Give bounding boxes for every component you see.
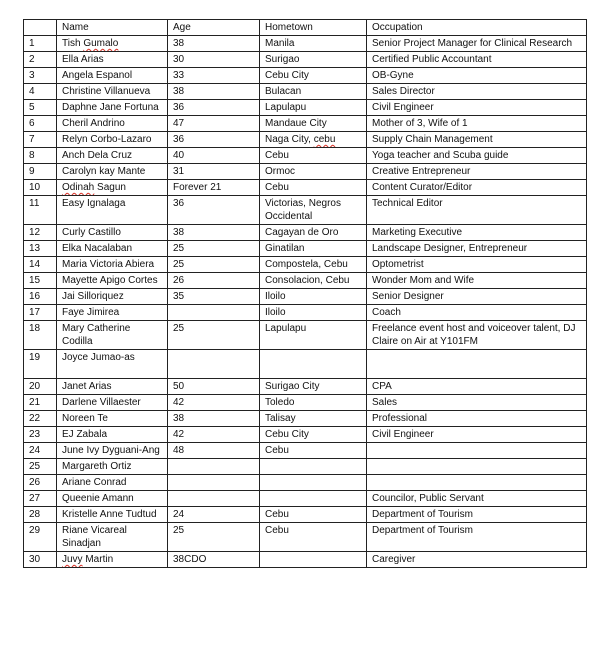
row-number-cell: 16 (24, 289, 57, 305)
row-number-cell: 20 (24, 379, 57, 395)
table-row (24, 225, 587, 241)
table-row (24, 443, 587, 459)
table-row (24, 350, 587, 379)
occupation-cell: Senior Designer (367, 289, 587, 305)
table-row (24, 289, 587, 305)
table-header (24, 20, 587, 36)
name-cell: Mayette Apigo Cortes (57, 273, 168, 289)
occupation-cell: Technical Editor (367, 196, 587, 225)
hometown-cell: Consolacion, Cebu (260, 273, 367, 289)
occupation-cell (367, 475, 587, 491)
occupation-cell: Sales Director (367, 84, 587, 100)
occupation-cell: Civil Engineer (367, 100, 587, 116)
name-cell: Daphne Jane Fortuna (57, 100, 168, 116)
name-cell: Christine Villanueva (57, 84, 168, 100)
hometown-cell: Cebu (260, 180, 367, 196)
name-cell: Jai Silloriquez (57, 289, 168, 305)
spellcheck-underline: cebu (313, 134, 336, 145)
row-number-cell: 10 (24, 180, 57, 196)
name-cell: Curly Castillo (57, 225, 168, 241)
table-row (24, 148, 587, 164)
hometown-cell: Cebu City (260, 68, 367, 84)
age-cell: 31 (168, 164, 260, 180)
table-row (24, 164, 587, 180)
row-number-cell: 17 (24, 305, 57, 321)
occupation-cell: Supply Chain Management (367, 132, 587, 148)
row-number-cell: 13 (24, 241, 57, 257)
row-number-cell: 15 (24, 273, 57, 289)
name-cell: Janet Arias (57, 379, 168, 395)
name-cell: Ariane Conrad (57, 475, 168, 491)
name-cell: Anch Dela Cruz (57, 148, 168, 164)
row-number-cell: 4 (24, 84, 57, 100)
name-cell: Relyn Corbo-Lazaro (57, 132, 168, 148)
age-cell: 25 (168, 257, 260, 273)
roster-table (23, 19, 587, 568)
age-cell: 35 (168, 289, 260, 305)
row-number-cell: 26 (24, 475, 57, 491)
name-cell: Odinah Sagun (57, 180, 168, 196)
occupation-cell (367, 443, 587, 459)
table-row (24, 321, 587, 350)
hometown-cell (260, 459, 367, 475)
hometown-cell: Cebu (260, 443, 367, 459)
age-cell: 38 (168, 225, 260, 241)
age-cell: 48 (168, 443, 260, 459)
hometown-cell (260, 475, 367, 491)
table-row (24, 459, 587, 475)
name-cell: Noreen Te (57, 411, 168, 427)
row-number-cell: 6 (24, 116, 57, 132)
table-row (24, 379, 587, 395)
spellcheck-underline: Odinah (62, 182, 95, 193)
table-row (24, 523, 587, 552)
hometown-cell: Ginatilan (260, 241, 367, 257)
spellcheck-underline: Gumalo (83, 38, 119, 49)
hometown-cell: Cebu City (260, 427, 367, 443)
age-cell: 47 (168, 116, 260, 132)
table-row (24, 36, 587, 52)
row-number-cell: 9 (24, 164, 57, 180)
name-cell: Elka Nacalaban (57, 241, 168, 257)
hometown-cell: Bulacan (260, 84, 367, 100)
name-cell: Tish Gumalo (57, 36, 168, 52)
name-cell: Maria Victoria Abiera (57, 257, 168, 273)
occupation-cell: CPA (367, 379, 587, 395)
occupation-cell: OB-Gyne (367, 68, 587, 84)
age-cell: 40 (168, 148, 260, 164)
hometown-cell: Manila (260, 36, 367, 52)
table-row (24, 84, 587, 100)
row-number-cell: 2 (24, 52, 57, 68)
age-cell: 36 (168, 100, 260, 116)
occupation-cell: Landscape Designer, Entrepreneur (367, 241, 587, 257)
row-number-cell: 24 (24, 443, 57, 459)
occupation-cell: Sales (367, 395, 587, 411)
name-cell: Angela Espanol (57, 68, 168, 84)
table-row (24, 116, 587, 132)
row-number-cell: 7 (24, 132, 57, 148)
age-cell (168, 475, 260, 491)
age-cell: 36 (168, 196, 260, 225)
table-row (24, 132, 587, 148)
occupation-cell: Optometrist (367, 257, 587, 273)
name-cell: June Ivy Dyguani-Ang (57, 443, 168, 459)
name-cell: Faye Jimirea (57, 305, 168, 321)
header-name: Name (57, 20, 168, 36)
hometown-cell: Iloilo (260, 289, 367, 305)
hometown-cell: Cebu (260, 148, 367, 164)
hometown-cell (260, 491, 367, 507)
name-cell: Easy Ignalaga (57, 196, 168, 225)
name-cell: Carolyn kay Mante (57, 164, 168, 180)
table-row (24, 395, 587, 411)
row-number-cell: 5 (24, 100, 57, 116)
row-number-cell: 12 (24, 225, 57, 241)
table-row (24, 552, 587, 568)
table-body (24, 36, 587, 568)
name-cell: Riane Vicareal Sinadjan (57, 523, 168, 552)
hometown-cell: Victorias, Negros Occidental (260, 196, 367, 225)
occupation-cell (367, 350, 587, 379)
occupation-cell: Marketing Executive (367, 225, 587, 241)
occupation-cell: Mother of 3, Wife of 1 (367, 116, 587, 132)
hometown-cell: Lapulapu (260, 321, 367, 350)
name-cell: EJ Zabala (57, 427, 168, 443)
table-row (24, 491, 587, 507)
hometown-cell: Ormoc (260, 164, 367, 180)
header-number (24, 20, 57, 36)
hometown-cell: Talisay (260, 411, 367, 427)
table-row (24, 273, 587, 289)
hometown-cell: Compostela, Cebu (260, 257, 367, 273)
header-age: Age (168, 20, 260, 36)
row-number-cell: 25 (24, 459, 57, 475)
occupation-cell: Wonder Mom and Wife (367, 273, 587, 289)
age-cell: 38 (168, 36, 260, 52)
occupation-cell: Department of Tourism (367, 523, 587, 552)
name-cell: Darlene Villaester (57, 395, 168, 411)
occupation-cell: Professional (367, 411, 587, 427)
table-row (24, 52, 587, 68)
age-cell: 25 (168, 241, 260, 257)
table-row (24, 68, 587, 84)
occupation-cell (367, 459, 587, 475)
row-number-cell: 29 (24, 523, 57, 552)
hometown-cell: Iloilo (260, 305, 367, 321)
age-cell: 38 (168, 84, 260, 100)
hometown-cell: Surigao City (260, 379, 367, 395)
age-cell: Forever 21 (168, 180, 260, 196)
row-number-cell: 8 (24, 148, 57, 164)
name-cell: Margareth Ortiz (57, 459, 168, 475)
row-number-cell: 14 (24, 257, 57, 273)
occupation-cell: Councilor, Public Servant (367, 491, 587, 507)
occupation-cell: Department of Tourism (367, 507, 587, 523)
hometown-cell: Surigao (260, 52, 367, 68)
hometown-cell (260, 552, 367, 568)
spellcheck-underline: Juvy (62, 554, 83, 565)
header-hometown: Hometown (260, 20, 367, 36)
table-row (24, 427, 587, 443)
age-cell: 24 (168, 507, 260, 523)
row-number-cell: 28 (24, 507, 57, 523)
age-cell: 25 (168, 523, 260, 552)
occupation-cell: Senior Project Manager for Clinical Research (367, 36, 587, 52)
hometown-cell (260, 350, 367, 379)
occupation-cell: Coach (367, 305, 587, 321)
name-cell: Ella Arias (57, 52, 168, 68)
name-cell: Kristelle Anne Tudtud (57, 507, 168, 523)
age-cell: 25 (168, 321, 260, 350)
occupation-cell: Content Curator/Editor (367, 180, 587, 196)
table-row (24, 411, 587, 427)
name-cell: Juvy Martin (57, 552, 168, 568)
age-cell (168, 305, 260, 321)
table-row (24, 241, 587, 257)
age-cell (168, 350, 260, 379)
row-number-cell: 22 (24, 411, 57, 427)
name-cell: Mary Catherine Codilla (57, 321, 168, 350)
row-number-cell: 11 (24, 196, 57, 225)
name-cell: Cheril Andrino (57, 116, 168, 132)
age-cell: 36 (168, 132, 260, 148)
row-number-cell: 1 (24, 36, 57, 52)
age-cell: 42 (168, 395, 260, 411)
age-cell (168, 459, 260, 475)
table-row (24, 305, 587, 321)
age-cell: 38CDO (168, 552, 260, 568)
hometown-cell: Cebu (260, 507, 367, 523)
table-row (24, 100, 587, 116)
age-cell: 50 (168, 379, 260, 395)
name-cell: Joyce Jumao-as (57, 350, 168, 379)
row-number-cell: 18 (24, 321, 57, 350)
header-occupation: Occupation (367, 20, 587, 36)
occupation-cell: Creative Entrepreneur (367, 164, 587, 180)
table-row (24, 180, 587, 196)
age-cell: 30 (168, 52, 260, 68)
age-cell: 26 (168, 273, 260, 289)
row-number-cell: 21 (24, 395, 57, 411)
occupation-cell: Freelance event host and voiceover talent, DJ Claire on Air at Y101FM (367, 321, 587, 350)
age-cell: 33 (168, 68, 260, 84)
row-number-cell: 19 (24, 350, 57, 379)
occupation-cell: Certified Public Accountant (367, 52, 587, 68)
occupation-cell: Yoga teacher and Scuba guide (367, 148, 587, 164)
hometown-cell: Toledo (260, 395, 367, 411)
header-row (24, 20, 587, 36)
table-row (24, 257, 587, 273)
occupation-cell: Civil Engineer (367, 427, 587, 443)
age-cell: 38 (168, 411, 260, 427)
age-cell (168, 491, 260, 507)
hometown-cell: Lapulapu (260, 100, 367, 116)
row-number-cell: 23 (24, 427, 57, 443)
row-number-cell: 3 (24, 68, 57, 84)
name-cell: Queenie Amann (57, 491, 168, 507)
table-row (24, 507, 587, 523)
hometown-cell: Mandaue City (260, 116, 367, 132)
row-number-cell: 30 (24, 552, 57, 568)
occupation-cell: Caregiver (367, 552, 587, 568)
table-row (24, 196, 587, 225)
hometown-cell: Naga City, cebu (260, 132, 367, 148)
row-number-cell: 27 (24, 491, 57, 507)
hometown-cell: Cebu (260, 523, 367, 552)
hometown-cell: Cagayan de Oro (260, 225, 367, 241)
table-row (24, 475, 587, 491)
age-cell: 42 (168, 427, 260, 443)
